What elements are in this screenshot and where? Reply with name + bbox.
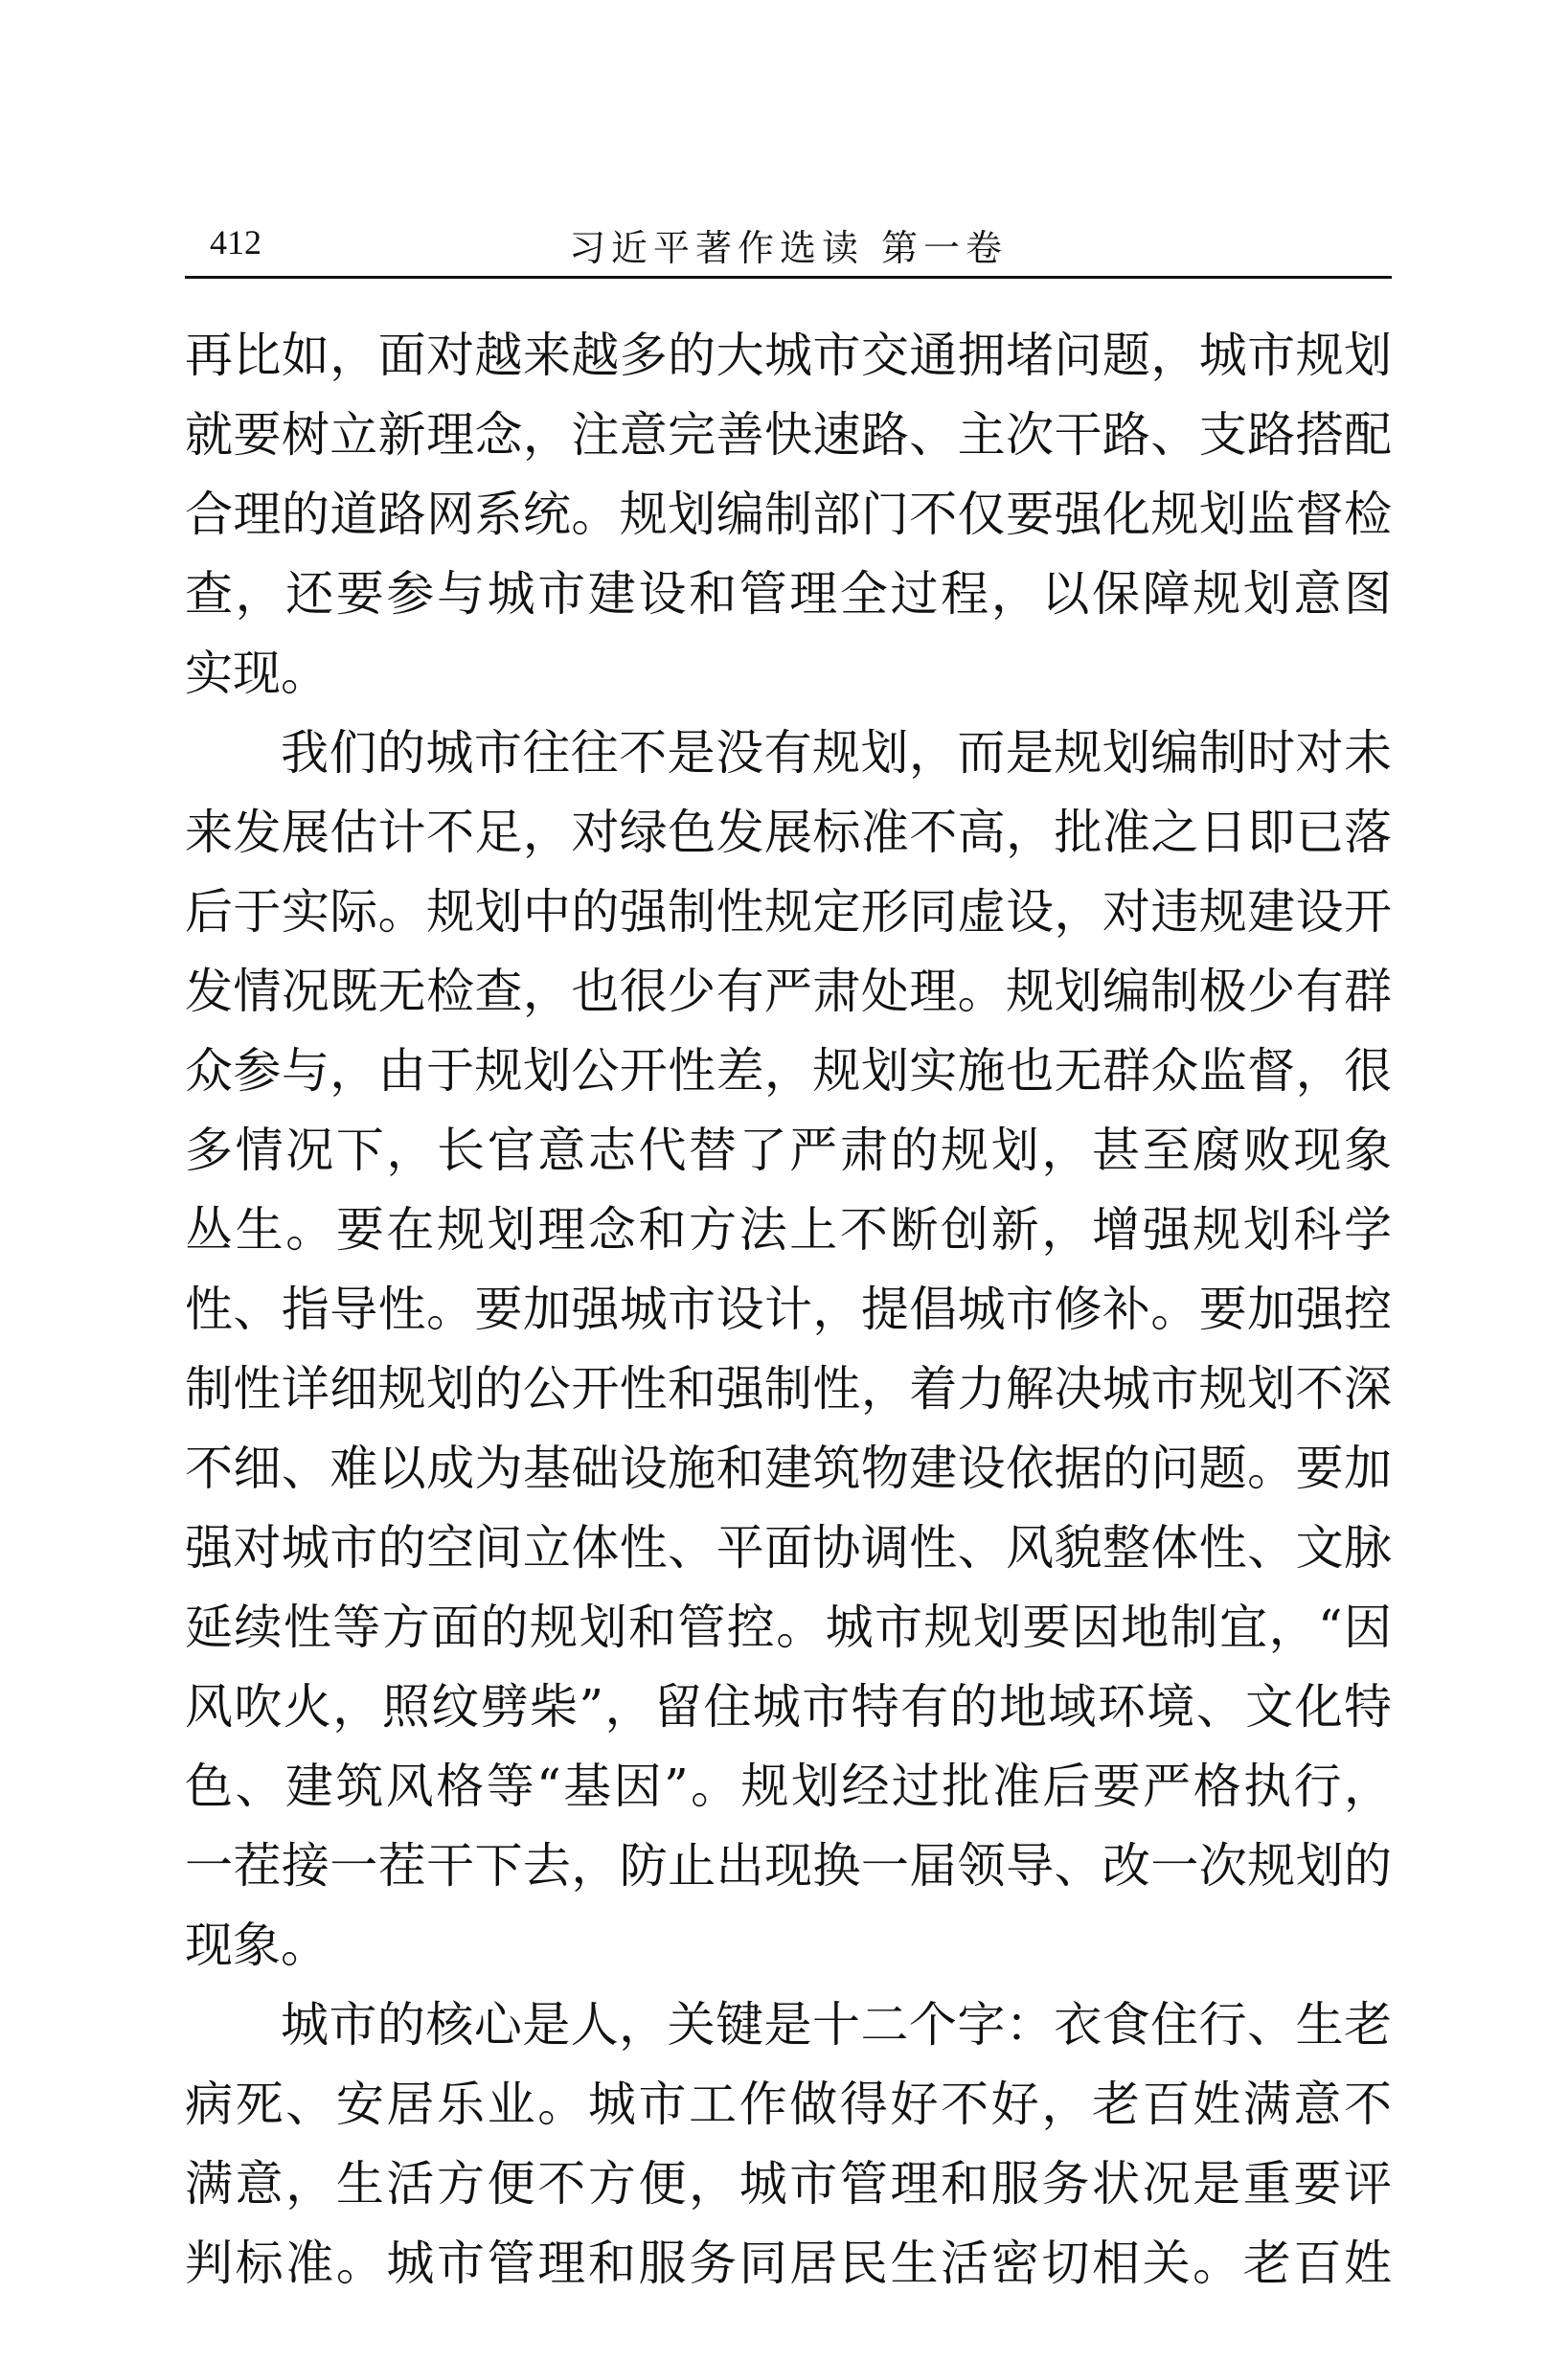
text-line: 合理的道路网系统。规划编制部门不仅要强化规划监督检 [185, 487, 1392, 542]
text-line: 性、指导性。要加强城市设计，提倡城市修补。要加强控 [185, 1282, 1392, 1337]
header-rule [185, 276, 1392, 279]
text-line: 再比如，面对越来越多的大城市交通拥堵问题，城市规划 [185, 328, 1392, 383]
text-line: 丛生。要在规划理念和方法上不断创新，增强规划科学 [185, 1202, 1392, 1258]
page-header [185, 213, 1392, 270]
body-text [185, 316, 1392, 2304]
text-line: 查，还要参与城市建设和管理全过程，以保障规划意图 [185, 566, 1392, 622]
text-line: 后于实际。规划中的强制性规定形同虚设，对违规建设开 [185, 884, 1392, 940]
text-line: 制性详细规划的公开性和强制性，着力解决城市规划不深 [185, 1361, 1392, 1417]
text-line: 强对城市的空间立体性、平面协调性、风貌整体性、文脉 [185, 1520, 1392, 1576]
text-line: 一茬接一茬干下去，防止出现换一届领导、改一次规划的 [185, 1838, 1392, 1894]
text-line: 不细、难以成为基础设施和建筑物建设依据的问题。要加 [185, 1441, 1392, 1496]
text-line: 满意，生活方便不方便，城市管理和服务状况是重要评 [185, 2156, 1392, 2212]
text-line: 色、建筑风格等“基因”。规划经过批准后要严格执行， [185, 1759, 1392, 1814]
text-line: 实现。 [185, 646, 329, 701]
text-line: 病死、安居乐业。城市工作做得好不好，老百姓满意不 [185, 2077, 1392, 2132]
text-line: 多情况下，长官意志代替了严肃的规划，甚至腐败现象 [185, 1123, 1392, 1178]
text-line: 众参与，由于规划公开性差，规划实施也无群众监督，很 [185, 1043, 1392, 1099]
running-title: 习近平著作选读 第一卷 [568, 227, 1009, 269]
text-line: 我们的城市往往不是没有规划，而是规划编制时对未 [281, 725, 1392, 781]
text-line: 现象。 [185, 1918, 329, 1973]
text-line: 延续性等方面的规划和管控。城市规划要因地制宜，“因 [185, 1600, 1392, 1655]
text-line: 就要树立新理念，注意完善快速路、主次干路、支路搭配 [185, 407, 1392, 463]
text-line: 来发展估计不足，对绿色发展标准不高，批准之日即已落 [185, 805, 1392, 860]
text-line: 判标准。城市管理和服务同居民生活密切相关。老百姓 [185, 2236, 1392, 2291]
text-line: 风吹火，照纹劈柴”，留住城市特有的地域环境、文化特 [185, 1679, 1392, 1735]
text-line: 城市的核心是人，关键是十二个字：衣食住行、生老 [281, 1997, 1392, 2053]
page-number: 412 [210, 223, 261, 261]
text-line: 发情况既无检查，也很少有严肃处理。规划编制极少有群 [185, 964, 1392, 1019]
